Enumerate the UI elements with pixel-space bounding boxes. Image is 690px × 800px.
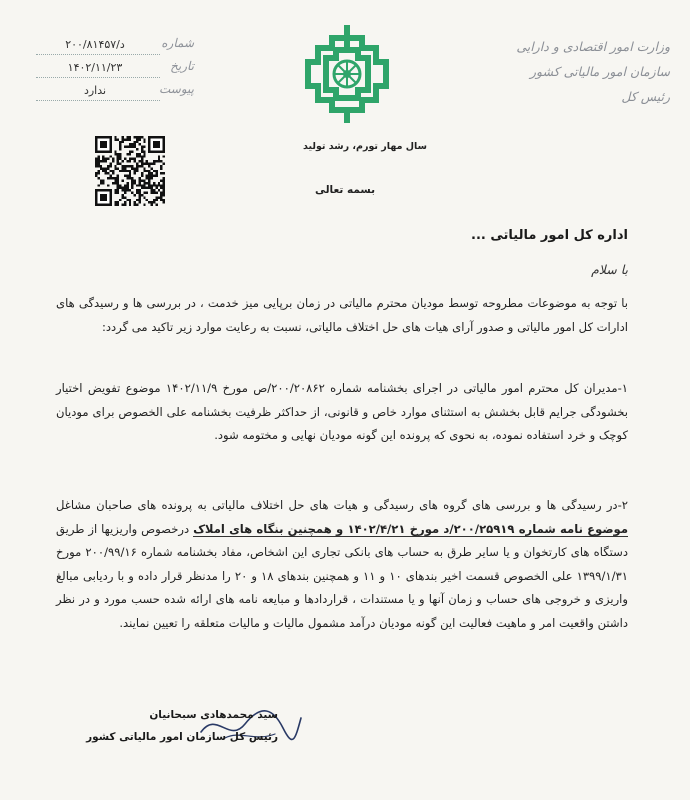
signatory-title: رئیس کل سازمان امور مالیاتی کشور [86, 731, 278, 743]
intro-paragraph: با توجه به موضوعات مطروحه توسط مودیان محترم مالیاتی در زمان برپایی میز خدمت ، در بررسی ها و رسیدگی های ادارات کل امور مالیاتی و صدور آرای هیات های حل اختلاف مالیاتی، نسبت به رعایت موارد زیر تاکید می گردد: [56, 296, 628, 334]
number-label: شماره [161, 36, 194, 50]
greeting: با سلام [591, 262, 628, 277]
ministry-header [495, 34, 670, 109]
signature-block [86, 706, 278, 746]
clause-2-paragraph [56, 494, 628, 635]
qr-code [95, 136, 165, 206]
tax-organization-logo [302, 24, 392, 124]
organization-line: سازمان امور مالیاتی کشور [530, 64, 670, 79]
letter-number: ۲۰۰/۸۱۴۵۷/د [65, 38, 125, 51]
attachment-value: ندارد [83, 84, 107, 97]
letter-number-row [36, 36, 194, 58]
attachment-label: پیوست [159, 82, 194, 96]
clause-1-paragraph: ۱-مدیران کل محترم امور مالیاتی در اجرای بخشنامه شماره ۲۰۰/۲۰۸۶۲/ص مورخ ۱۴۰۲/۱۱/۹ موضوع تفویض اختیار بخشودگی جرایم قابل بخشش به استثنای موارد خاص و قانونی، از حداکثر ظرفیت بخشنامه علی الخصوص برای مودیان کوچک و خرد استفاده نموده، به نحوی که پرونده این گونه مودیان نهایی و مختومه شود. [56, 381, 628, 442]
letter-date-row [36, 59, 194, 81]
clause-2-reference: موضوع نامه شماره ۲۰۰/۲۵۹۱۹/د مورخ ۱۴۰۲/۴/۲۱ و همچنین بنگاه های املاک [193, 521, 629, 536]
basmala: بسمه تعالی [314, 184, 376, 196]
office-line: رئیس کل [621, 89, 670, 104]
recipient-line: اداره کل امور مالیاتی ... [471, 228, 628, 243]
year-slogan: سال مهار تورم، رشد تولید [303, 141, 427, 152]
clause-2-rest: درخصوص واریزیها از طریق دستگاه های کارتخوان و یا سایر طرق به حساب های بانکی تجاری این اشخاص، مفاد بخشنامه شماره ۲۰۰/۹۹/۱۶ مورخ ۱۳۹۹/۱/۳۱ علی الخصوص قسمت اخیر بندهای ۱۰ و ۱۱ و همچنین بندهای ۱۸ و ۲۰ را مدنظر قرار داده و با ردیابی مبالغ واریزی و خروجی های حساب و زمان آنها و یا مستندات ، قراردادها و مبایعه نامه های ارائه شده حسب مورد و در نظر داشتن واقعیت امر و ماهیت فعالیت این گونه مودیان درآمد مشمول مالیات و مالیات متعلقه را تعیین نمایند. [56, 521, 629, 630]
letter-attachment-row [36, 82, 194, 104]
ministry-line: وزارت امور اقتصادی و دارایی [516, 39, 670, 54]
letter-date: ۱۴۰۲/۱۱/۲۳ [67, 61, 123, 74]
attachment-underline [36, 100, 160, 101]
letter-metadata [36, 36, 194, 105]
number-underline [36, 54, 160, 55]
date-underline [36, 77, 160, 78]
signatory-name: سید محمدهادی سبحانیان [149, 709, 278, 721]
date-label: تاریخ [170, 59, 194, 73]
clause-2-start: ۲-در رسیدگی ها و بررسی های گروه های رسیدگی و هیات های حل اختلاف مالیاتی به پرونده های صاحبان مشاغل [56, 498, 628, 512]
